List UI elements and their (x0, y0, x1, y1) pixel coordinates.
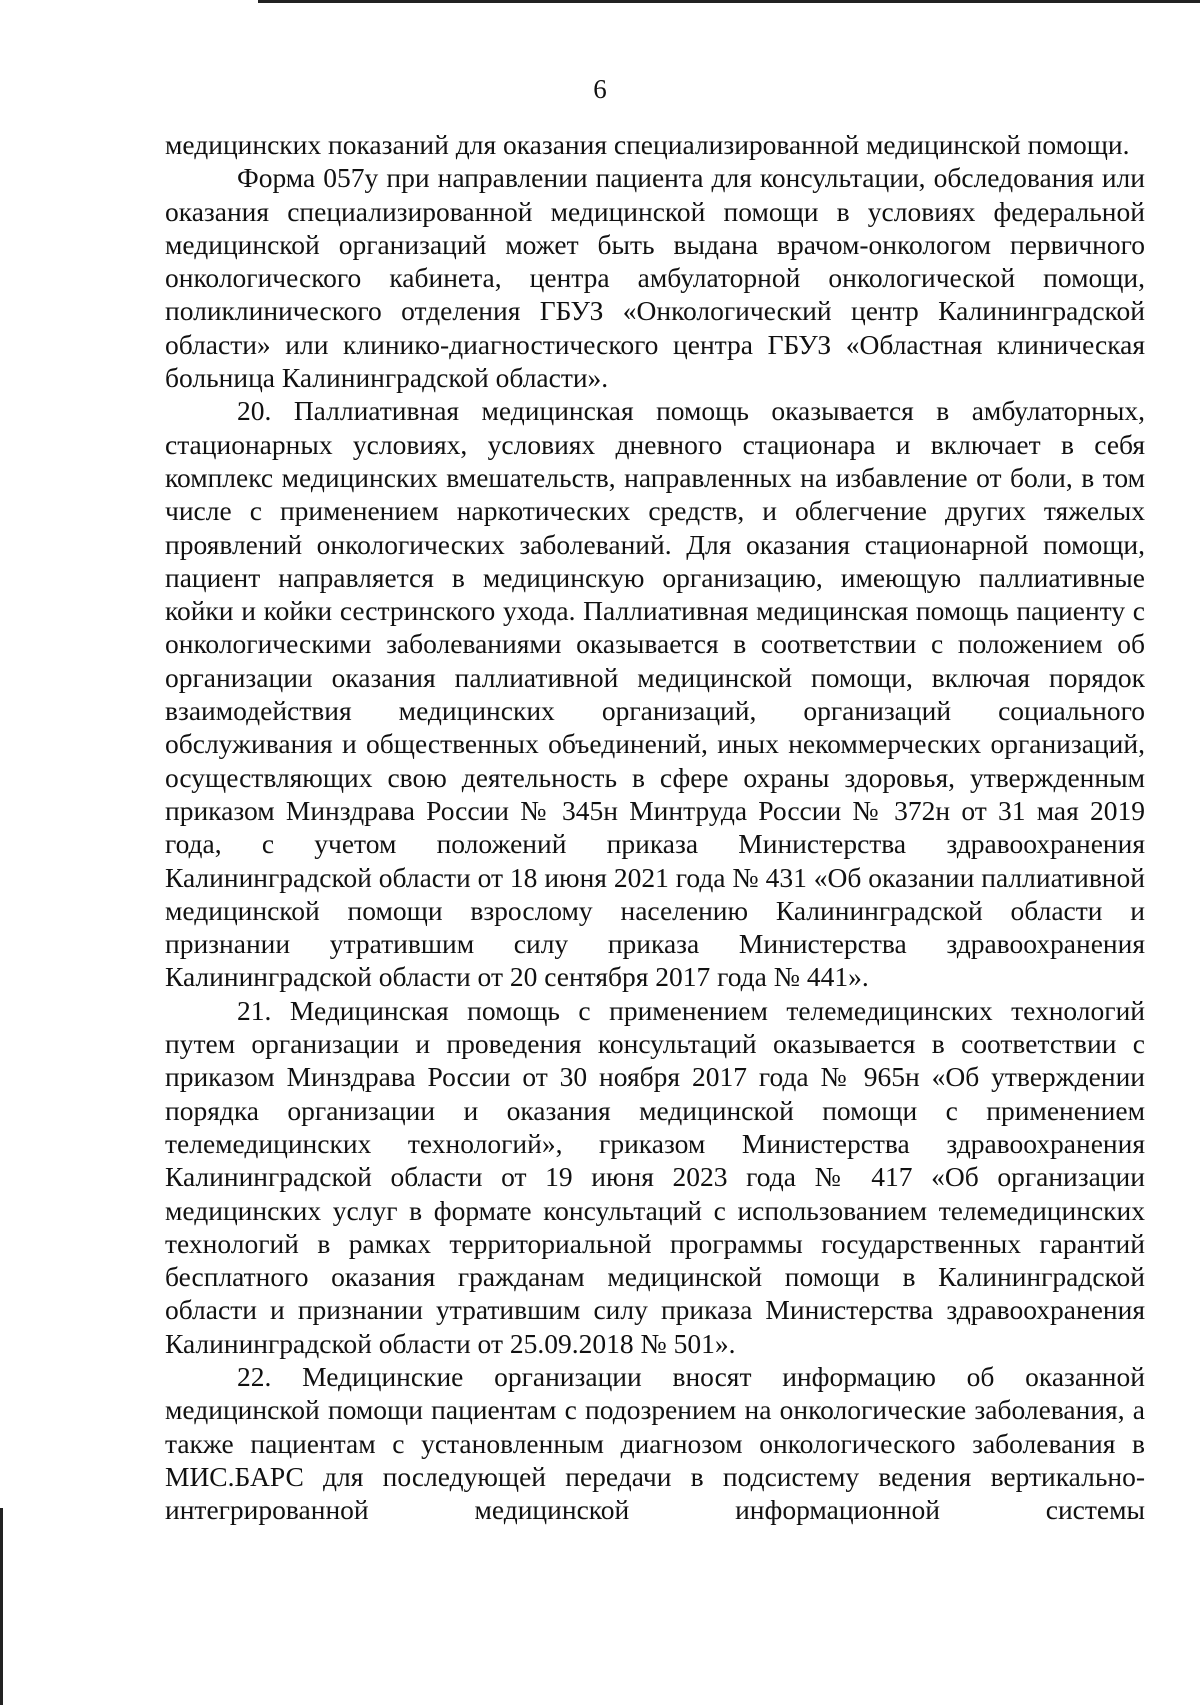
scan-edge-top (258, 0, 1200, 3)
paragraph-continuation: медицинских показаний для оказания специализированной медицинской помощи. (165, 129, 1130, 160)
paragraph-form-057u: Форма 057у при направлении пациента для консультации, обследования или оказания специализированной медицинской помощи в условиях федеральной медицинской организаций может быть выдана врачом-онкологом первичного онкологического кабинета, центра амбулаторной онкологической помощи, поликлинического отделения ГБУЗ «Онкологический центр Калининградской области» или клинико-диагностического центра ГБУЗ «Областная клиническая больница Калининградской области». (165, 162, 1145, 394)
document-body (165, 128, 1145, 1526)
scan-edge-left (0, 1508, 3, 1705)
page-number: 6 (593, 74, 607, 104)
paragraph-item-22: 22. Медицинские организации вносят информацию об оказанной медицинской помощи пациентам с подозрением на онкологические заболевания, а также пациентам с установленным диагнозом онкологического заболевания в МИС.БАРС для последующей передачи в подсистему ведения вертикально-интегрированной медицинской информационной системы (165, 1360, 1145, 1526)
paragraph-item-21: 21. Медицинская помощь с применением телемедицинских технологий путем организации и проведения консультаций оказывается в соответствии с приказом Минздрава России от 30 ноября 2017 года № 965н «Об утверждении порядка организации и оказания медицинской помощи с применением телемедицинских технологий», гриказом Министерства здравоохранения Калининградской области от 19 июня 2023 года № 417 «Об организации медицинских услуг в формате консультаций с использованием телемедицинских технологий в рамках территориальной программы государственных гарантий бесплатного оказания гражданам медицинской помощи в Калининградской области и признании утратившим силу приказа Министерства здравоохранения Калининградской области от 25.09.2018 № 501». (165, 994, 1145, 1359)
paragraph-item-20: 20. Паллиативная медицинская помощь оказывается в амбулаторных, стационарных условиях, условиях дневного стационара и включает в себя комплекс медицинских вмешательств, направленных на избавление от боли, в том числе с применением наркотических средств, и облегчение других тяжелых проявлений онкологических заболеваний. Для оказания стационарной помощи, пациент направляется в медицинскую организацию, имеющую паллиативные койки и койки сестринского ухода. Паллиативная медицинская помощь пациенту с онкологическими заболеваниями оказывается в соответствии с положением об организации оказания паллиативной медицинской помощи, включая порядок взаимодействия медицинских организаций, организаций социального обслуживания и общественных объединений, иных некоммерческих организаций, осуществляющих свою деятельность в сфере охраны здоровья, утвержденным приказом Минздрава России № 345н Минтруда России № 372н от 31 мая 2019 года, с учетом положений приказа Министерства здравоохранения Калининградской области от 18 июня 2021 года № 431 «Об оказании паллиативной медицинской помощи взрослому населению Калининградской области и признании утратившим силу приказа Министерства здравоохранения Калининградской области от 20 сентября 2017 года № 441». (165, 395, 1145, 993)
